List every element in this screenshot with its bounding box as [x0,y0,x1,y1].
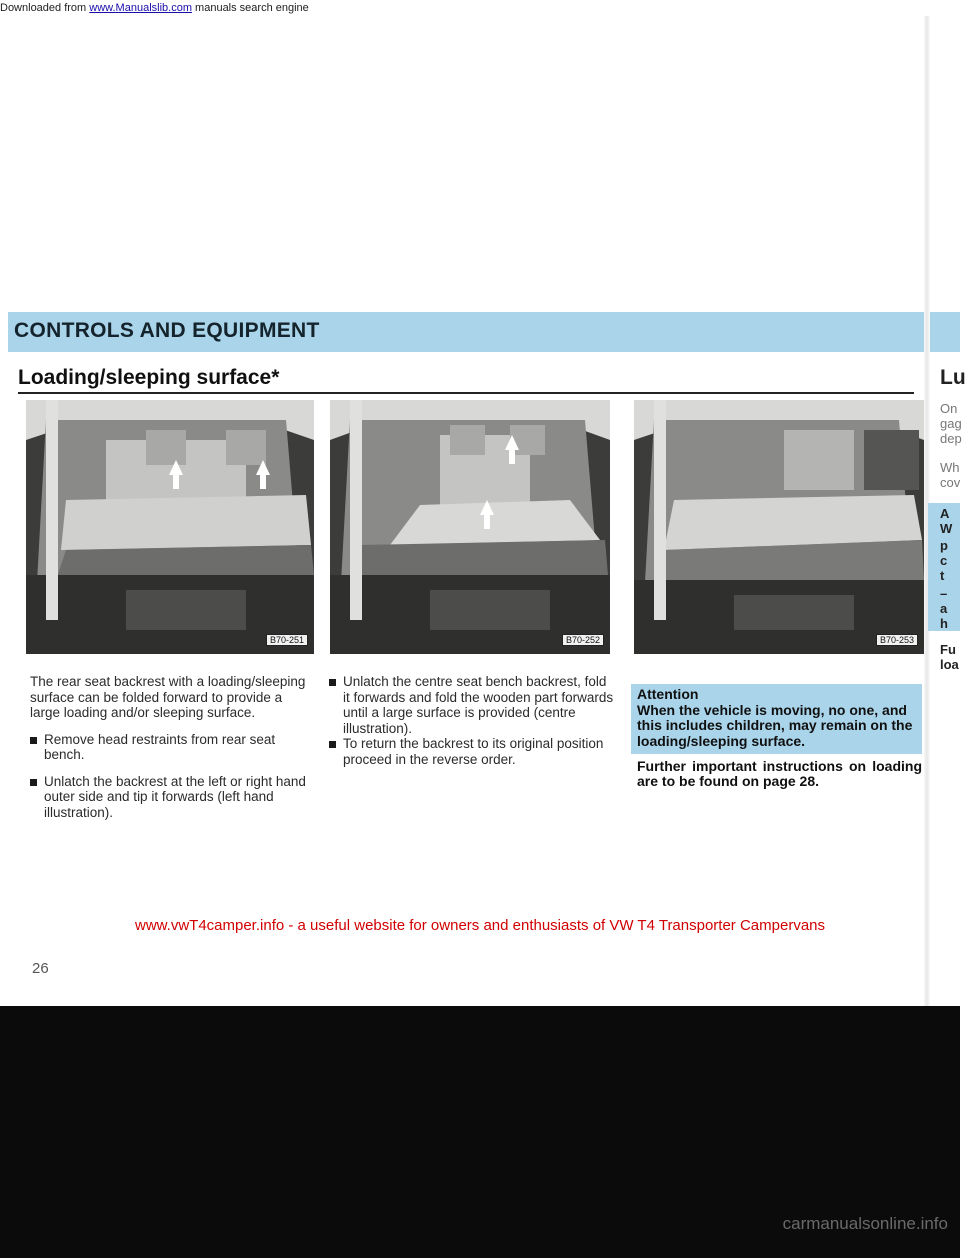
next-page-line: cov [940,475,961,490]
download-suffix: manuals search engine [195,2,309,14]
next-page-attn-line: W [940,521,953,536]
next-page-attn-line: h [940,616,948,631]
column-left [30,674,312,831]
chapter-title: CONTROLS AND EQUIPMENT [14,319,320,342]
section-title: Loading/sleeping surface* [18,366,280,389]
figure-code-right: B70-253 [876,634,918,646]
attention-text [637,687,922,749]
manual-page [0,16,966,1242]
figure-code-center: B70-252 [562,634,604,646]
next-page-banner [936,312,960,352]
next-page-edge [928,16,966,1006]
next-page-line: On [940,401,958,416]
bullet-unlatch-backrest: Unlatch the backrest at the left or right hand outer side and tip it forwards (left hand illustration). [30,774,312,821]
figure-right [634,400,924,654]
van-interior-illustration-center [330,400,610,654]
next-page-attn-line: t [940,568,945,583]
bullet-unlatch-centre: Unlatch the centre seat bench backrest, fold it forwards and fold the wooden part forwards until a large surface is provided (centre illustration). [329,674,615,736]
figure-center [330,400,610,654]
next-page-line: gag [940,416,962,431]
next-page-further-line: loa [940,657,959,672]
next-page-attn-line: A [940,506,950,521]
van-interior-illustration-left [26,400,314,654]
download-prefix: Downloaded from [0,2,87,14]
website-note: www.vwT4camper.info - a useful website for owners and enthusiasts of VW T4 Transporter Campervans [134,917,826,934]
further-instructions: Further important instructions on loading are to be found on page 28. [637,758,922,789]
next-page-line: dep [940,431,962,446]
intro-paragraph: The rear seat backrest with a loading/sleeping surface can be folded forward to provide a large loading and/or sleeping surface. [30,674,306,720]
van-interior-illustration-right [634,400,924,654]
attention-body: When the vehicle is moving, no one, and this includes children, may remain on the loading/sleeping surface. [637,701,913,749]
next-page-title: Lu [940,366,966,389]
next-page-attn-line: a [940,601,948,616]
column-center [329,674,615,778]
page-number: 26 [32,960,49,977]
figure-code-left: B70-251 [266,634,308,646]
attention-heading: Attention [637,686,699,702]
next-page-attn-line: p [940,538,948,553]
bullet-return-backrest: To return the backrest to its original position proceed in the reverse order. [329,736,615,767]
download-bar [0,0,960,16]
next-page-attn-line: – [940,586,948,601]
next-page-further-line: Fu [940,642,956,657]
title-rule [18,392,914,394]
manualslib-link[interactable]: www.Manualslib.com [89,2,192,14]
bullet-remove-head-restraints: Remove head restraints from rear seat bench. [30,732,312,763]
next-page-line: Wh [940,460,960,475]
watermark: carmanualsonline.info [782,1214,948,1233]
figure-left [26,400,314,654]
next-page-attn-line: c [940,553,948,568]
